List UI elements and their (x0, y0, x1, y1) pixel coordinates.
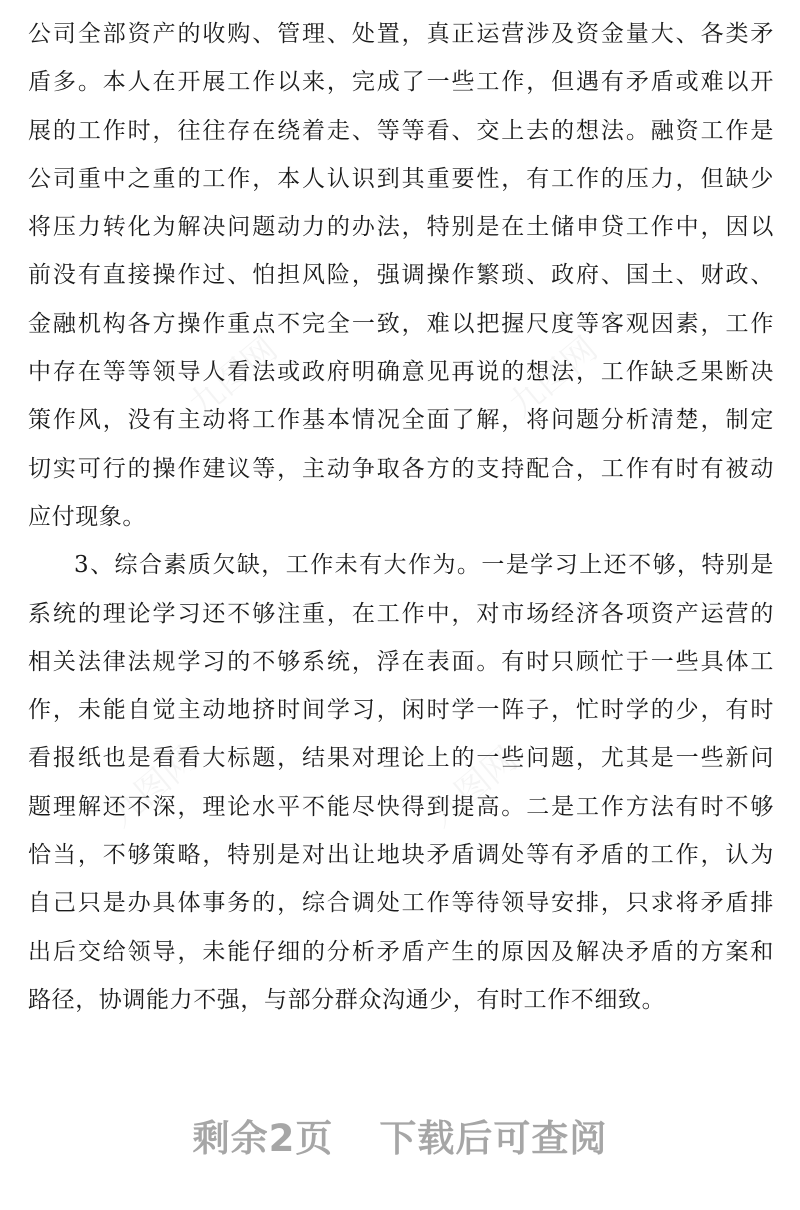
text-line: 金融机构各方操作重点不完全一致，难以把握尺度等客观因素，工作 (28, 310, 774, 337)
paragraph (28, 10, 774, 541)
download-hint-text: 下载后可查阅 (379, 1117, 608, 1160)
text-line: 公司重中之重的工作，本人认识到其重要性，有工作的压力，但缺少 (28, 165, 774, 192)
text-line: 策作风，没有主动将工作基本情况全面了解，将问题分析清楚，制定 (28, 407, 774, 434)
text-line: 相关法律法规学习的不够系统，浮在表面。有时只顾忙于一些具体工 (28, 648, 774, 675)
text-line: 前没有直接操作过、怕担风险，强调操作繁琐、政府、国土、财政、 (28, 262, 774, 289)
text-line: 系统的理论学习还不够注重，在工作中，对市场经济各项资产运营的 (28, 600, 774, 627)
text-line: 作，未能自觉主动地挤时间学习，闲时学一阵子，忙时学的少，有时 (28, 697, 774, 724)
text-line: 将压力转化为解决问题动力的办法，特别是在土储申贷工作中，因以 (28, 214, 774, 241)
text-line: 恰当，不够策略，特别是对出让地块矛盾调处等有矛盾的工作，认为 (28, 842, 774, 869)
text-line: 路径，协调能力不强，与部分群众沟通少，有时工作不细致。 (28, 986, 666, 1013)
text-line: 自己只是办具体事务的，综合调处工作等待领导安排，只求将矛盾排 (28, 890, 774, 917)
text-line: 切实可行的操作建议等，主动争取各方的支持配合，工作有时有被动 (28, 455, 774, 482)
text-line: 盾多。本人在开展工作以来，完成了一些工作，但遇有矛盾或难以开 (28, 69, 774, 96)
text-line: 题理解还不深，理论水平不能尽快得到提高。二是工作方法有时不够 (28, 793, 774, 820)
paragraph (28, 541, 774, 1024)
text-line: 3、综合素质欠缺，工作未有大作为。一是学习上还不够，特别是 (74, 552, 774, 579)
document-body (28, 10, 774, 1024)
text-line: 出后交给领导，未能仔细的分析矛盾产生的原因及解决矛盾的方案和 (28, 938, 774, 965)
text-line: 看报纸也是看看大标题，结果对理论上的一些问题，尤其是一些新问 (28, 745, 774, 772)
text-line: 应付现象。 (28, 503, 146, 530)
download-banner[interactable] (0, 1108, 800, 1162)
text-line: 中存在等等领导人看法或政府明确意见再说的想法，工作缺乏果断决 (28, 359, 774, 386)
text-line: 公司全部资产的收购、管理、处置，真正运营涉及资金量大、各类矛 (28, 21, 774, 47)
text-line: 展的工作时，往往存在绕着走、等等看、交上去的想法。融资工作是 (28, 117, 774, 144)
remaining-pages-text: 剩余2页 (192, 1117, 334, 1160)
